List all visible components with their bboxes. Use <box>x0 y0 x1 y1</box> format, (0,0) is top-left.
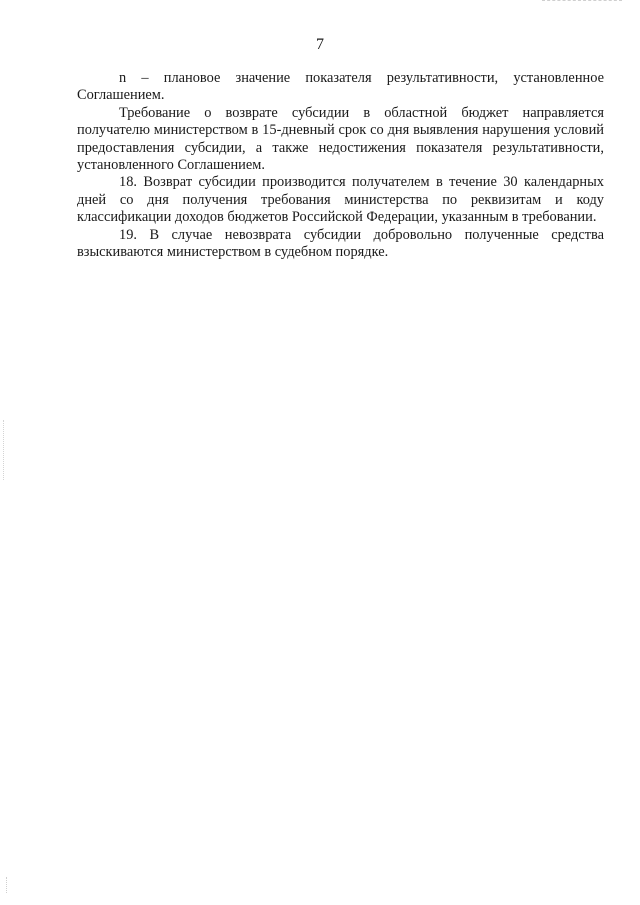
paragraph-indicator-definition: n – плановое значение показателя результативности, установленное Соглашением. <box>77 70 604 104</box>
paragraph-18-refund: 18. Возврат субсидии производится получателем в течение 30 календарных дней со дня получения требования министерства по реквизитам и коду классификации доходов бюджетов Российской Федерации, указанным в требовании. <box>77 174 604 226</box>
scan-artifact <box>542 0 622 3</box>
page-number: 7 <box>316 36 324 53</box>
document-body <box>77 70 604 261</box>
scan-artifact <box>3 420 5 480</box>
scan-artifact <box>6 877 8 893</box>
paragraph-19-enforcement: 19. В случае невозврата субсидии добровольно полученные средства взыскиваются министерством в судебном порядке. <box>77 226 604 261</box>
paragraph-refund-demand: Требование о возврате субсидии в областной бюджет направляется получателю министерством в 15-дневный срок со дня выявления нарушения условий предоставления субсидии, а также недостижения показателя результативности, установленного Соглашением. <box>77 104 604 174</box>
